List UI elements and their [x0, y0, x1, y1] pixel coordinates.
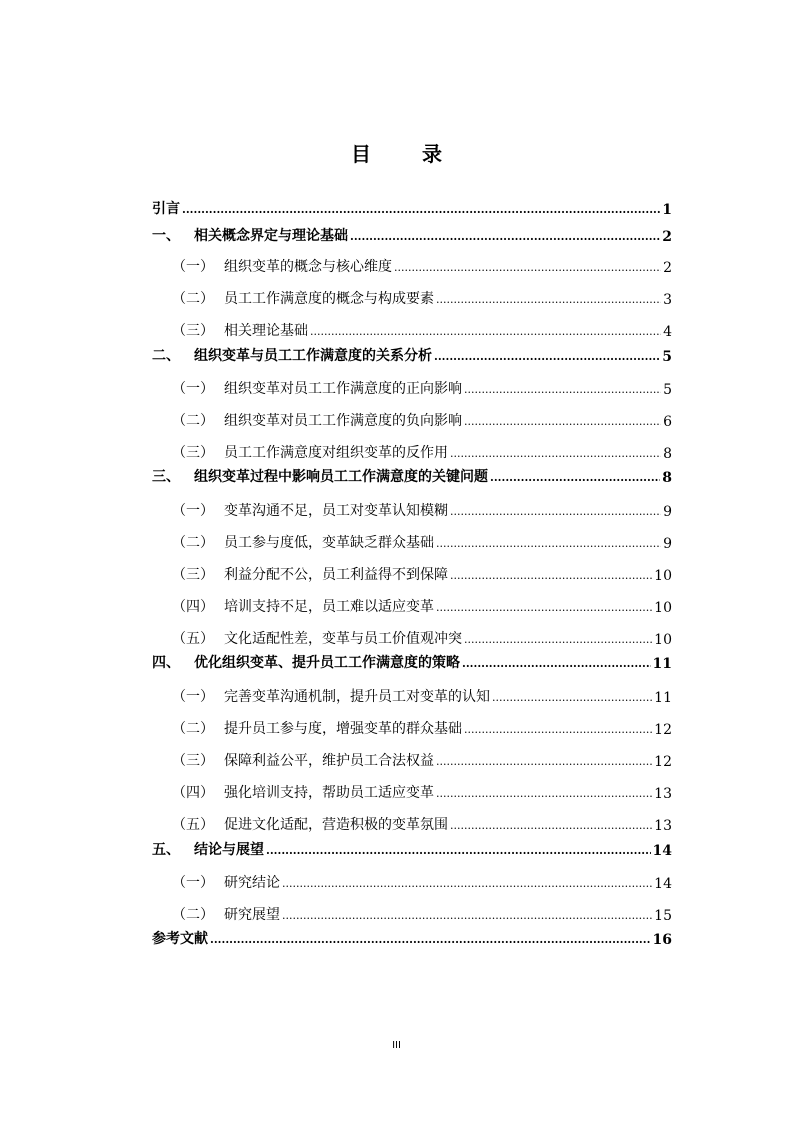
toc-entry-page: 6 [663, 414, 672, 430]
toc-entry-number: （三） [172, 567, 214, 583]
toc-entry-page: 2 [662, 229, 672, 245]
toc-dot-leader [434, 349, 660, 365]
toc-entry[interactable] [152, 650, 672, 672]
toc-entry-number: 四、 [152, 655, 180, 671]
toc-entry-title: 员工工作满意度对组织变革的反作用 [224, 445, 448, 461]
toc-dot-leader [350, 229, 660, 245]
toc-entry-page: 9 [663, 536, 672, 552]
toc-entry-page: 3 [663, 292, 672, 308]
toc-dot-leader [464, 382, 661, 398]
toc-entry[interactable] [152, 464, 672, 486]
toc-entry[interactable] [152, 594, 672, 616]
toc-entry[interactable] [152, 562, 672, 584]
toc-entry-number: （二） [172, 721, 214, 737]
toc-entry-title: 保障利益公平，维护员工合法权益 [224, 753, 434, 769]
toc-entry[interactable] [152, 408, 672, 430]
toc-entry-title: 培训支持不足，员工难以适应变革 [224, 599, 434, 615]
toc-entry-title: 促进文化适配，营造积极的变革氛围 [224, 817, 448, 833]
toc-entry-page: 8 [663, 446, 672, 462]
toc-entry-title: 研究结论 [224, 875, 280, 891]
toc-dot-leader [450, 568, 652, 584]
toc-entry[interactable] [152, 684, 672, 706]
toc-entry-page: 14 [652, 843, 672, 859]
toc-dot-leader [464, 414, 661, 430]
toc-entry-title: 相关概念界定与理论基础 [194, 228, 348, 244]
toc-entry[interactable] [152, 748, 672, 770]
toc-entry-title: 结论与展望 [194, 842, 264, 858]
toc-entry[interactable] [152, 318, 672, 340]
toc-entry[interactable] [152, 376, 672, 398]
toc-entry-title: 强化培训支持，帮助员工适应变革 [224, 785, 434, 801]
toc-entry-page: 9 [663, 504, 672, 520]
toc-entry-page: 12 [654, 722, 672, 738]
toc-title: 目 录 [351, 142, 464, 166]
toc-entry-number: （四） [172, 599, 214, 615]
toc-dot-leader [450, 504, 661, 520]
toc-dot-leader [182, 202, 660, 218]
toc-entry-number: （二） [172, 535, 214, 551]
toc-entry[interactable] [152, 870, 672, 892]
toc-entry-number: （二） [172, 291, 214, 307]
toc-entry-title: 参考文献 [152, 931, 208, 947]
toc-entry-number: （二） [172, 413, 214, 429]
toc-entry-number: （三） [172, 323, 214, 339]
toc-dot-leader [436, 600, 652, 616]
toc-dot-leader [436, 536, 661, 552]
toc-entry[interactable] [152, 440, 672, 462]
toc-entry-number: （三） [172, 445, 214, 461]
toc-entry-number: （四） [172, 785, 214, 801]
toc-dot-leader [310, 324, 661, 340]
toc-entry[interactable] [152, 780, 672, 802]
toc-dot-leader [464, 722, 652, 738]
toc-entry-title: 组织变革过程中影响员工工作满意度的关键问题 [194, 469, 488, 485]
toc-dot-leader [450, 818, 652, 834]
toc-entry-page: 2 [663, 260, 672, 276]
toc-entry-page: 11 [654, 690, 672, 706]
toc-entry[interactable] [152, 812, 672, 834]
toc-entry-number: （三） [172, 753, 214, 769]
toc-dot-leader [492, 690, 652, 706]
toc-entry-number: （一） [172, 259, 214, 275]
toc-entry-number: （一） [172, 381, 214, 397]
toc-entry-title: 相关理论基础 [224, 323, 308, 339]
toc-entry-number: （一） [172, 689, 214, 705]
toc-dot-leader [282, 908, 652, 924]
toc-entry-title: 提升员工参与度，增强变革的群众基础 [224, 721, 462, 737]
toc-entry[interactable] [152, 196, 672, 218]
toc-entry[interactable] [152, 530, 672, 552]
toc-entry-page: 12 [654, 754, 672, 770]
toc-dot-leader [490, 470, 660, 486]
toc-entry-title: 组织变革对员工工作满意度的正向影响 [224, 381, 462, 397]
toc-entry[interactable] [152, 343, 672, 365]
toc-entry[interactable] [152, 837, 672, 859]
toc-entry-number: 二、 [152, 348, 180, 364]
toc-dot-leader [464, 632, 652, 648]
toc-entry[interactable] [152, 716, 672, 738]
toc-dot-leader [394, 260, 661, 276]
toc-dot-leader [210, 932, 651, 948]
toc-entry-page: 10 [654, 632, 672, 648]
toc-entry-page: 14 [654, 876, 672, 892]
toc-entry-title: 完善变革沟通机制，提升员工对变革的认知 [224, 689, 490, 705]
toc-dot-leader [462, 656, 651, 672]
toc-entry-page: 1 [662, 202, 672, 218]
toc-entry-number: （一） [172, 503, 214, 519]
toc-entry[interactable] [152, 286, 672, 308]
toc-entry-title: 变革沟通不足，员工对变革认知模糊 [224, 503, 448, 519]
toc-entry[interactable] [152, 926, 672, 948]
toc-entry-title: 组织变革对员工工作满意度的负向影响 [224, 413, 462, 429]
toc-entry-number: （一） [172, 875, 214, 891]
toc-entry[interactable] [152, 626, 672, 648]
toc-entry-title: 员工参与度低，变革缺乏群众基础 [224, 535, 434, 551]
toc-entry-title: 优化组织变革、提升员工工作满意度的策略 [194, 655, 460, 671]
toc-entry[interactable] [152, 498, 672, 520]
toc-entry-title: 利益分配不公，员工利益得不到保障 [224, 567, 448, 583]
toc-entry-page: 10 [654, 600, 672, 616]
toc-entry[interactable] [152, 223, 672, 245]
toc-entry-page: 5 [663, 382, 672, 398]
toc-entry-page: 13 [654, 786, 672, 802]
toc-entry-number: 三、 [152, 469, 180, 485]
toc-entry-number: 一、 [152, 228, 180, 244]
toc-entry-title: 文化适配性差，变革与员工价值观冲突 [224, 631, 462, 647]
toc-entry-title: 组织变革的概念与核心维度 [224, 259, 392, 275]
toc-dot-leader [436, 754, 652, 770]
toc-dot-leader [436, 786, 652, 802]
toc-entry-title: 员工工作满意度的概念与构成要素 [224, 291, 434, 307]
toc-entry-page: 16 [652, 932, 672, 948]
toc-entry-page: 5 [662, 349, 672, 365]
toc-entry-page: 13 [654, 818, 672, 834]
toc-entry-number: 五、 [152, 842, 180, 858]
toc-entry-page: 4 [663, 324, 672, 340]
toc-entry-page: 11 [652, 656, 672, 672]
toc-entry-title: 引言 [152, 201, 180, 217]
toc-dot-leader [266, 843, 651, 859]
toc-entry-page: 15 [654, 908, 672, 924]
toc-dot-leader [450, 446, 661, 462]
toc-entry-number: （二） [172, 907, 214, 923]
toc-dot-leader [436, 292, 661, 308]
toc-entry-number: （五） [172, 631, 214, 647]
toc-entry-page: 10 [654, 568, 672, 584]
toc-entry[interactable] [152, 902, 672, 924]
toc-entry[interactable] [152, 254, 672, 276]
toc-entry-number: （五） [172, 817, 214, 833]
toc-entry-title: 组织变革与员工工作满意度的关系分析 [194, 348, 432, 364]
toc-entry-page: 8 [662, 470, 672, 486]
toc-entry-title: 研究展望 [224, 907, 280, 923]
page-number: III [392, 1040, 401, 1051]
toc-dot-leader [282, 876, 652, 892]
